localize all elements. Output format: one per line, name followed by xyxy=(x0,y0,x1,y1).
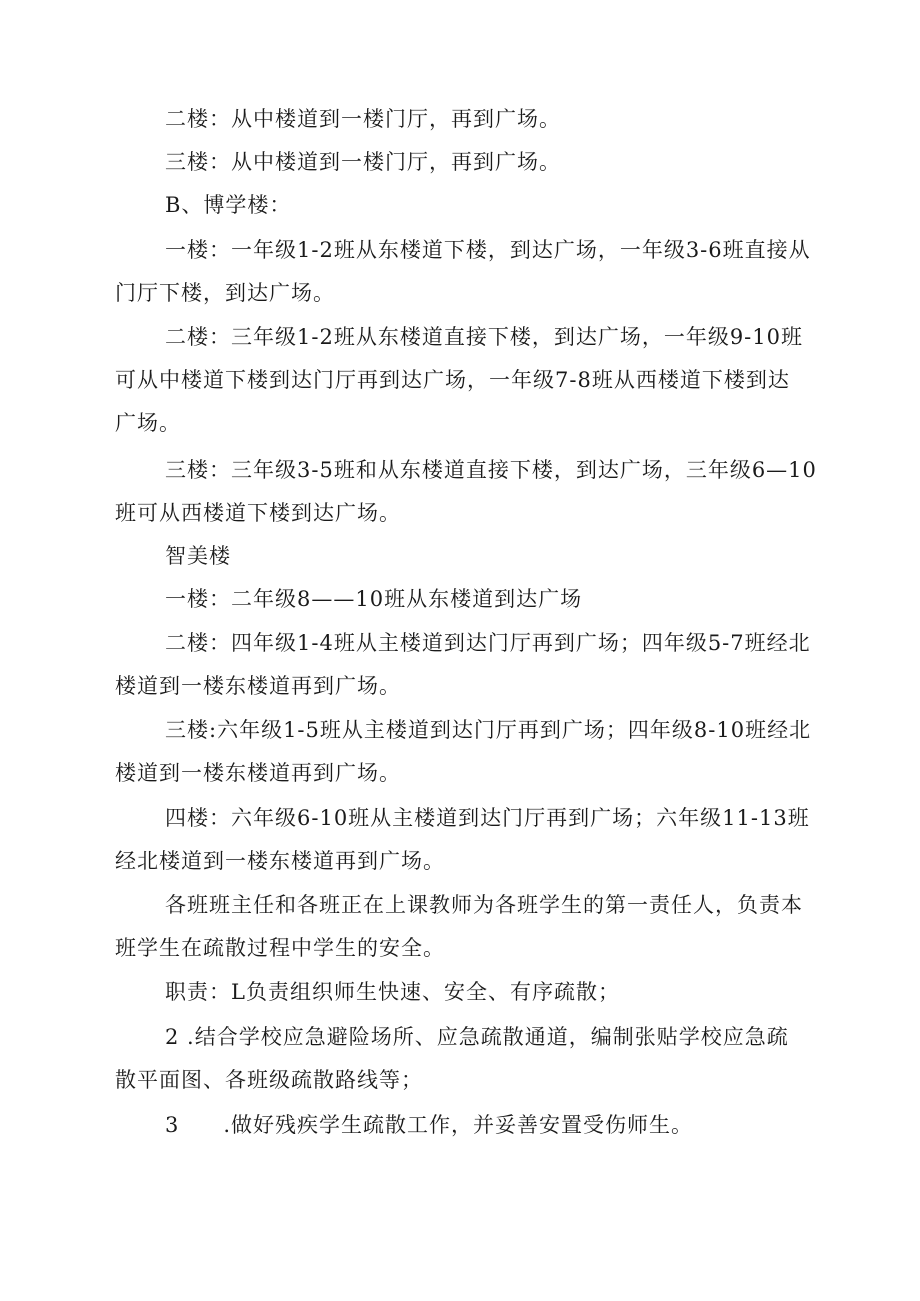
paragraph-duties-2 xyxy=(115,1016,835,1102)
text-line: 散平面图、各班级疏散路线等； xyxy=(115,1068,423,1092)
paragraph-2nd-floor-a xyxy=(115,98,835,141)
paragraph-boxue-2nd-floor xyxy=(115,316,835,445)
text-line: 各班班主任和各班正在上课教师为各班学生的第一责任人，负责本 xyxy=(165,893,803,917)
paragraph-3rd-floor-a xyxy=(115,141,835,184)
section-heading-boxue xyxy=(115,184,835,227)
paragraph-boxue-3rd-floor xyxy=(115,449,835,535)
paragraph-duties-3 xyxy=(115,1104,835,1147)
text-line: 班学生在疏散过程中学生的安全。 xyxy=(115,936,445,960)
text-line: 一楼：一年级1-2班从东楼道下楼，到达广场，一年级3-6班直接从 xyxy=(165,238,811,262)
text-line: 三楼：从中楼道到一楼门厅，再到广场。 xyxy=(165,150,561,174)
paragraph-zhimei-3rd-floor xyxy=(115,709,835,795)
text-line: 四楼：六年级6-10班从主楼道到达门厅再到广场；六年级11-13班 xyxy=(165,806,810,830)
paragraph-zhimei-2nd-floor xyxy=(115,622,835,708)
text-line: 二楼：从中楼道到一楼门厅，再到广场。 xyxy=(165,107,561,131)
paragraph-boxue-1st-floor xyxy=(115,229,835,315)
text-line: 楼道到一楼东楼道再到广场。 xyxy=(115,674,401,698)
text-line: 可从中楼道下楼到达门厅再到达广场，一年级7-8班从西楼道下楼到达 xyxy=(115,368,790,392)
text-line: 智美楼 xyxy=(165,544,231,568)
text-line: 楼道到一楼东楼道再到广场。 xyxy=(115,761,401,785)
section-heading-zhimei xyxy=(115,535,835,578)
text-line: 广场。 xyxy=(115,411,181,435)
text-line: 二楼：三年级1-2班从东楼道直接下楼，到达广场，一年级9-10班 xyxy=(165,325,803,349)
paragraph-responsibility xyxy=(115,884,835,970)
text-line: 二楼：四年级1-4班从主楼道到达门厅再到广场；四年级5-7班经北 xyxy=(165,631,811,655)
text-line: 门厅下楼，到达广场。 xyxy=(115,281,335,305)
text-line: 三楼：三年级3-5班和从东楼道直接下楼，到达广场，三年级6—10 xyxy=(165,458,817,482)
text-line: 2 .结合学校应急避险场所、应急疏散通道，编制张贴学校应急疏 xyxy=(165,1025,789,1049)
text-line: 经北楼道到一楼东楼道再到广场。 xyxy=(115,849,445,873)
paragraph-duties-1 xyxy=(115,971,835,1014)
paragraph-zhimei-4th-floor xyxy=(115,797,835,883)
text-line: 3 .做好残疾学生疏散工作，并妥善安置受伤师生。 xyxy=(165,1113,694,1137)
text-line: B、博学楼： xyxy=(165,193,292,217)
text-line: 一楼：二年级8——10班从东楼道到达广场 xyxy=(165,587,583,611)
paragraph-zhimei-1st-floor xyxy=(115,578,835,621)
text-line: 三楼:六年级1-5班从主楼道到达门厅再到广场；四年级8-10班经北 xyxy=(165,718,812,742)
text-line: 班可从西楼道下楼到达广场。 xyxy=(115,501,401,525)
text-line: 职责：L负责组织师生快速、安全、有序疏散； xyxy=(165,980,620,1004)
